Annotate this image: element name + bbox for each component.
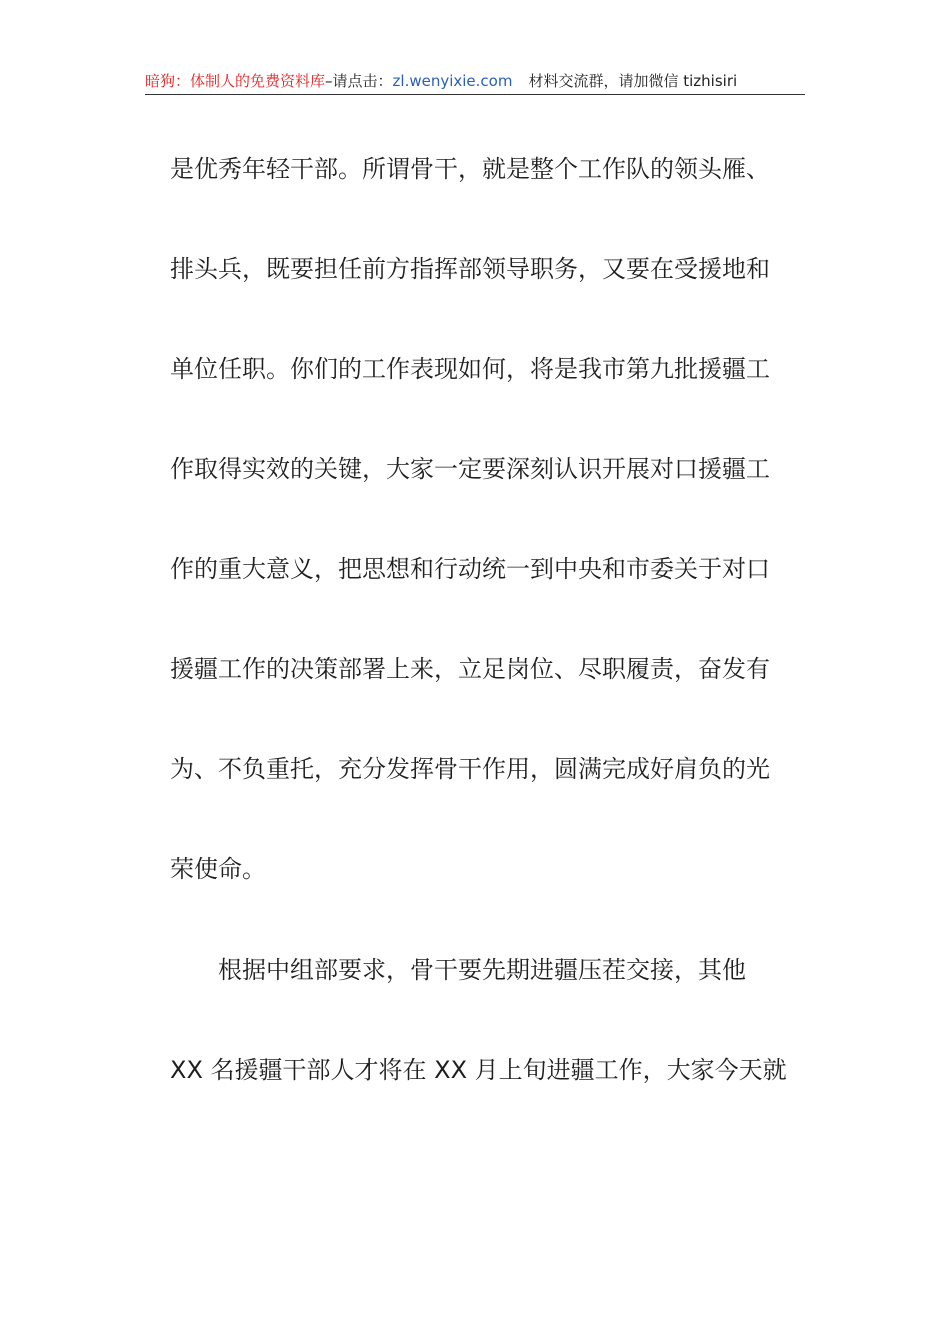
paragraph-line: 单位任职。你们的工作表现如何，将是我市第九批援疆工 [170, 355, 770, 383]
click-prompt: –请点击： [325, 72, 393, 90]
paragraph-line: 排头兵，既要担任前方指挥部领导职务，又要在受援地和 [170, 255, 770, 283]
paragraph-line: XX 名援疆干部人才将在 XX 月上旬进疆工作，大家今天就 [170, 1056, 787, 1084]
site-name: 暗狗：体制人的免费资料库 [145, 72, 326, 90]
paragraph-line: 援疆工作的决策部署上来，立足岗位、尽职履责，奋发有 [170, 655, 770, 683]
site-url-link[interactable]: zl.wenyixie.com [392, 72, 513, 90]
paragraph-line: 作取得实效的关键，大家一定要深刻认识开展对口援疆工 [170, 455, 770, 483]
wechat-note: 材料交流群，请加微信 tizhisiri [528, 72, 738, 90]
paragraph-line: 根据中组部要求，骨干要先期进疆压茬交接，其他 [218, 956, 746, 984]
header-divider [145, 94, 805, 95]
paragraph-line: 作的重大意义，把思想和行动统一到中央和市委关于对口 [170, 555, 770, 583]
paragraph-line: 为、不负重托，充分发挥骨干作用，圆满完成好肩负的光 [170, 755, 770, 783]
paragraph-line: 荣使命。 [170, 855, 266, 883]
paragraph-line: 是优秀年轻干部。所谓骨干，就是整个工作队的领头雁、 [170, 155, 770, 183]
page-header [145, 68, 805, 94]
